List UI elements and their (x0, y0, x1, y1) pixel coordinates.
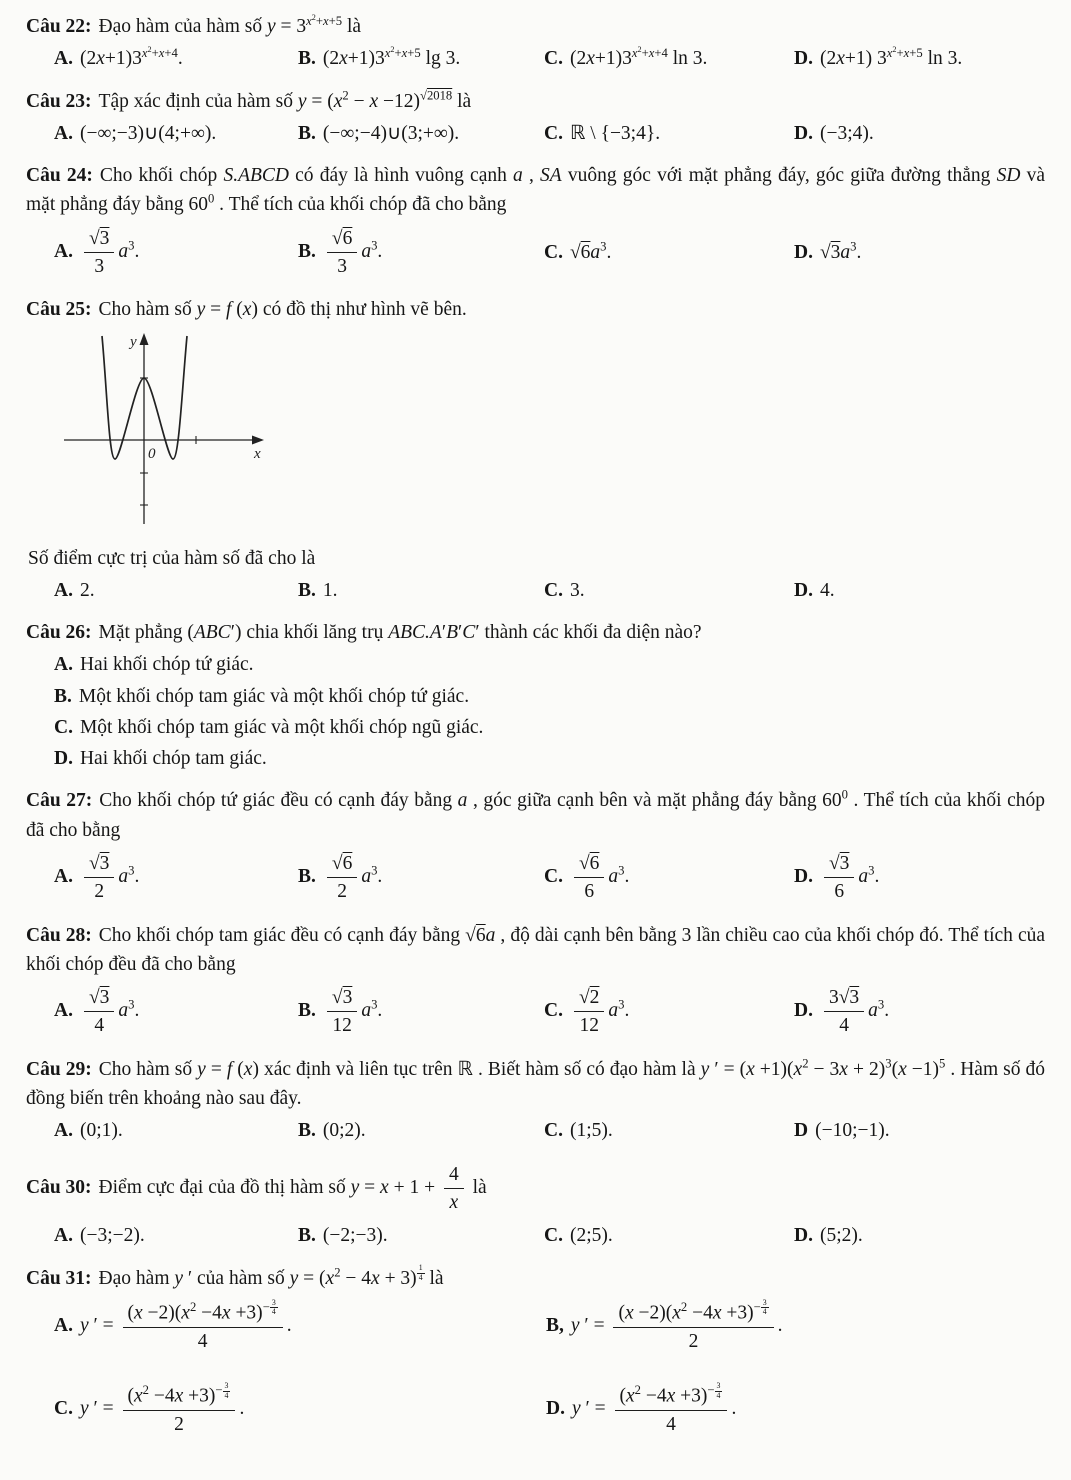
option-text: y ′ = $(x -2)(x^2 -4x +3)^{- \frac{3}{4}}$ 4 . (79, 1297, 292, 1352)
option-label: D (794, 1120, 809, 1142)
answer-option (26, 713, 1045, 742)
answer-option (298, 576, 544, 605)
question-stem-text: Cho khối chóp S.ABCD có đáy là hình vuông cạnh a , SA vuông góc với mặt phẳng đáy, góc giữa đường thẳng SD và mặt phẳng đáy bằng $60^0$ . Thể tích của khối chóp đã cho bằng (26, 165, 1045, 216)
answer-option (54, 848, 298, 908)
option-text: (−3;4). (819, 122, 874, 144)
option-text: $(2x+1)3^{x^2+x+5}$ lg 3. (322, 44, 461, 70)
option-label: D. (794, 866, 813, 888)
option-text: (0;1). (79, 1120, 123, 1142)
option-text: $√3a^3$. (819, 239, 862, 263)
option-label: B. (54, 685, 72, 707)
option-label: B, (546, 1314, 564, 1336)
option-text: (−3;−2). (79, 1225, 145, 1247)
question-stem (26, 295, 1045, 324)
option-label: D. (54, 748, 73, 770)
option-text: $\frac{√3}{3}$ $a^3$. (80, 241, 139, 262)
option-label: C. (544, 866, 563, 888)
answer-option (54, 576, 298, 605)
question-list (26, 12, 1045, 1440)
option-label: C. (544, 579, 563, 601)
origin-label: 0 (148, 446, 156, 463)
answer-option (54, 223, 298, 283)
option-label: C. (544, 1120, 563, 1142)
answer-option (544, 982, 794, 1042)
answer-options (26, 650, 1045, 773)
option-label: A. (54, 1225, 73, 1247)
answer-options (26, 223, 1045, 283)
answer-option (298, 848, 544, 908)
answer-option (794, 1221, 1045, 1250)
answer-option (544, 848, 794, 908)
question-figure (56, 330, 1045, 539)
option-label: B. (298, 1120, 316, 1142)
answer-option (54, 1296, 546, 1357)
question (26, 1264, 1045, 1441)
option-text: Một khối chóp tam giác và một khối chóp ngũ giác. (79, 716, 484, 738)
option-text: $\frac{√3}{6}$ $a^3$. (820, 866, 879, 887)
option-label: C. (544, 122, 563, 144)
answer-option (298, 44, 544, 73)
question-label: Câu 25: (26, 299, 92, 321)
option-label: B. (298, 48, 316, 70)
option-text: $(2x+1)3^{x^2+x+4}$. (79, 44, 183, 70)
option-label: A. (54, 866, 73, 888)
option-text: $√6a^3$. (569, 239, 612, 263)
option-label: C. (544, 48, 563, 70)
question-stem (26, 1055, 1045, 1114)
answer-option (54, 1116, 298, 1145)
question-stem (26, 786, 1045, 845)
option-label: D. (546, 1398, 565, 1420)
question-stem (26, 618, 1045, 647)
answer-option (546, 1296, 1045, 1357)
answer-option (794, 848, 1045, 908)
option-label: A. (54, 48, 73, 70)
option-text: Một khối chóp tam giác và một khối chóp tứ giác. (78, 685, 470, 707)
y-axis-arrow (140, 333, 149, 345)
question-stem-text: Cho hàm số y = f (x) có đồ thị như hình vẽ bên. (98, 299, 467, 321)
question-stem-text: Điểm cực đại của đồ thị hàm số y = x + 1 + $\frac{4}{x}$ là (98, 1163, 487, 1213)
option-label: C. (54, 716, 73, 738)
answer-option (544, 1116, 794, 1145)
option-text: y ′ = $(x^2 -4x +3)^{- \frac{3}{4}}$ 4 . (571, 1380, 737, 1435)
option-text: 4. (819, 579, 835, 601)
question-stem-text: Đạo hàm của hàm số $y = 3^{x^2+x+5}$ là (98, 12, 362, 37)
answer-options (26, 982, 1045, 1042)
question-stem (26, 1264, 1045, 1293)
question (26, 12, 1045, 74)
option-label: A. (54, 1314, 73, 1336)
question (26, 618, 1045, 773)
option-label: D. (794, 48, 813, 70)
option-text: (2x+1) $3^{x^2+x+5}$ ln 3. (819, 44, 963, 70)
question (26, 786, 1045, 907)
question (26, 161, 1045, 282)
answer-option (794, 982, 1045, 1042)
option-label: C. (54, 1398, 73, 1420)
option-label: A. (54, 579, 73, 601)
question (26, 295, 1045, 605)
option-text: (1;5). (569, 1120, 613, 1142)
option-text: (−∞;−3)∪(4;+∞). (79, 122, 217, 144)
answer-option (544, 1221, 794, 1250)
answer-option (26, 650, 1045, 679)
answer-option (54, 982, 298, 1042)
option-label: B. (298, 122, 316, 144)
option-text: 3. (569, 579, 585, 601)
option-text: $\frac{√6}{2}$ $a^3$. (323, 866, 382, 887)
option-text: (2;5). (569, 1225, 613, 1247)
option-text: (−10;−1). (815, 1120, 890, 1142)
option-label: A. (54, 122, 73, 144)
question-label: Câu 28: (26, 924, 92, 946)
option-text: $\frac{√3}{4}$ $a^3$. (80, 1000, 139, 1021)
question (26, 921, 1045, 1042)
question-stem-text: Tập xác định của hàm số $y = (x^2 - x -12)^{√2018}$ là (98, 88, 472, 112)
answer-option (794, 44, 1045, 73)
option-label: B. (298, 1000, 316, 1022)
option-text: $\frac{√3}{2}$ $a^3$. (80, 866, 139, 887)
question-label: Câu 29: (26, 1058, 92, 1080)
answer-options (26, 44, 1045, 73)
option-label: C. (544, 241, 563, 263)
answer-option (298, 223, 544, 283)
answer-option (26, 744, 1045, 773)
y-axis-label: y (130, 334, 137, 351)
option-text: ℝ \ {−3;4}. (569, 122, 661, 144)
option-label: D. (794, 1225, 813, 1247)
option-text: $\frac{3√3}{4}$ $a^3$. (820, 1000, 889, 1021)
answer-option (794, 119, 1045, 148)
answer-option (298, 1221, 544, 1250)
option-text: y ′ = $(x^2 -4x +3)^{- \frac{3}{4}}$ 2 . (79, 1380, 245, 1435)
option-label: A. (54, 1000, 73, 1022)
option-label: C. (544, 1225, 563, 1247)
question-label: Câu 24: (26, 165, 93, 186)
question (26, 87, 1045, 149)
answer-options (26, 1221, 1045, 1250)
option-label: B. (298, 579, 316, 601)
option-text: $\frac{√3}{12}$ $a^3$. (323, 1000, 382, 1021)
question-stem-text: Mặt phẳng (ABC′) chia khối lăng trụ ABC.A′B′C′ thành các khối đa diện nào? (98, 622, 702, 644)
question-stem-text: Đạo hàm y ′ của hàm số $y = (x^2 - 4x + 3)$ $^{\frac{1}{4}}$ là (98, 1262, 444, 1289)
question-stem-text: Cho khối chóp tam giác đều có cạnh đáy bằng √6a , độ dài cạnh bên bằng 3 lần chiều cao của khối chóp đó. Thể tích của khối chóp đều đã cho bằng (26, 924, 1046, 975)
option-label: C. (544, 1000, 563, 1022)
question (26, 1055, 1045, 1146)
question-stem (26, 12, 1045, 41)
option-text: (−∞;−4)∪(3;+∞). (322, 122, 460, 144)
question-stem (26, 87, 1045, 116)
question-label: Câu 31: (26, 1267, 92, 1289)
answer-option (794, 1116, 1045, 1145)
answer-option (298, 119, 544, 148)
option-text: (0;2). (322, 1120, 366, 1142)
question-stem (26, 161, 1045, 220)
option-label: B. (298, 240, 316, 262)
x-axis-arrow (252, 436, 264, 445)
answer-option (54, 1221, 298, 1250)
option-text: (5;2). (819, 1225, 863, 1247)
option-text: 1. (322, 579, 338, 601)
question-stem-2: Số điểm cực trị của hàm số đã cho là (28, 547, 316, 569)
option-label: D. (794, 241, 813, 263)
answer-option (544, 44, 794, 73)
question (26, 1159, 1045, 1251)
option-text: $\frac{√6}{6}$ $a^3$. (570, 866, 629, 887)
answer-option (544, 238, 794, 267)
option-label: D. (794, 579, 813, 601)
option-label: B. (298, 866, 316, 888)
question-label: Câu 27: (26, 790, 93, 812)
question-label: Câu 30: (26, 1176, 92, 1198)
answer-options (26, 576, 1045, 605)
question-stem (26, 921, 1045, 980)
answer-option (54, 119, 298, 148)
option-text: $\frac{√2}{12}$ $a^3$. (570, 1000, 629, 1021)
answer-options (26, 848, 1045, 908)
option-text: $(2x+1)3^{x^2+x+4}$ ln 3. (569, 44, 708, 70)
answer-options (26, 1296, 1045, 1440)
x-axis-label: x (254, 446, 261, 463)
question-label: Câu 23: (26, 90, 92, 112)
option-text: Hai khối chóp tứ giác. (79, 654, 254, 676)
answer-option (794, 576, 1045, 605)
function-graph (56, 330, 306, 530)
option-text: 2. (79, 579, 95, 601)
option-label: D. (794, 122, 813, 144)
question-stem-text: Cho khối chóp tứ giác đều có cạnh đáy bằng a , góc giữa cạnh bên và mặt phẳng đáy bằng $60^0$ . Thể tích của khối chóp đã cho bằng (26, 787, 1045, 841)
option-label: A. (54, 240, 73, 262)
option-text: $\frac{√6}{3}$ $a^3$. (323, 241, 382, 262)
answer-option (794, 238, 1045, 267)
question-stem-text: Cho hàm số y = f (x) xác định và liên tục trên ℝ . Biết hàm số có đạo hàm là y ′ = $(x +1)(x^2 - 3x + 2)^3(x -1)^5$ . Hàm số đó đồng biến trên khoảng nào sau đây. (26, 1056, 1045, 1110)
option-label: A. (54, 1120, 73, 1142)
answer-option (54, 44, 298, 73)
answer-options (26, 119, 1045, 148)
question-stem (26, 1159, 1045, 1219)
option-label: D. (794, 1000, 813, 1022)
answer-option (544, 119, 794, 148)
option-label: B. (298, 1225, 316, 1247)
option-text: (−2;−3). (322, 1225, 388, 1247)
answer-options (26, 1116, 1045, 1145)
answer-option (298, 1116, 544, 1145)
option-text: y ′ = $(x -2)(x^2 -4x +3)^{- \frac{3}{4}}$ 2 . (570, 1297, 783, 1352)
answer-option (546, 1379, 1045, 1440)
question-label: Câu 26: (26, 622, 92, 644)
option-text: Hai khối chóp tam giác. (79, 748, 267, 770)
option-label: A. (54, 654, 73, 676)
answer-option (26, 682, 1045, 711)
answer-option (298, 982, 544, 1042)
answer-option (544, 576, 794, 605)
answer-option (54, 1379, 546, 1440)
question-label: Câu 22: (26, 16, 92, 37)
